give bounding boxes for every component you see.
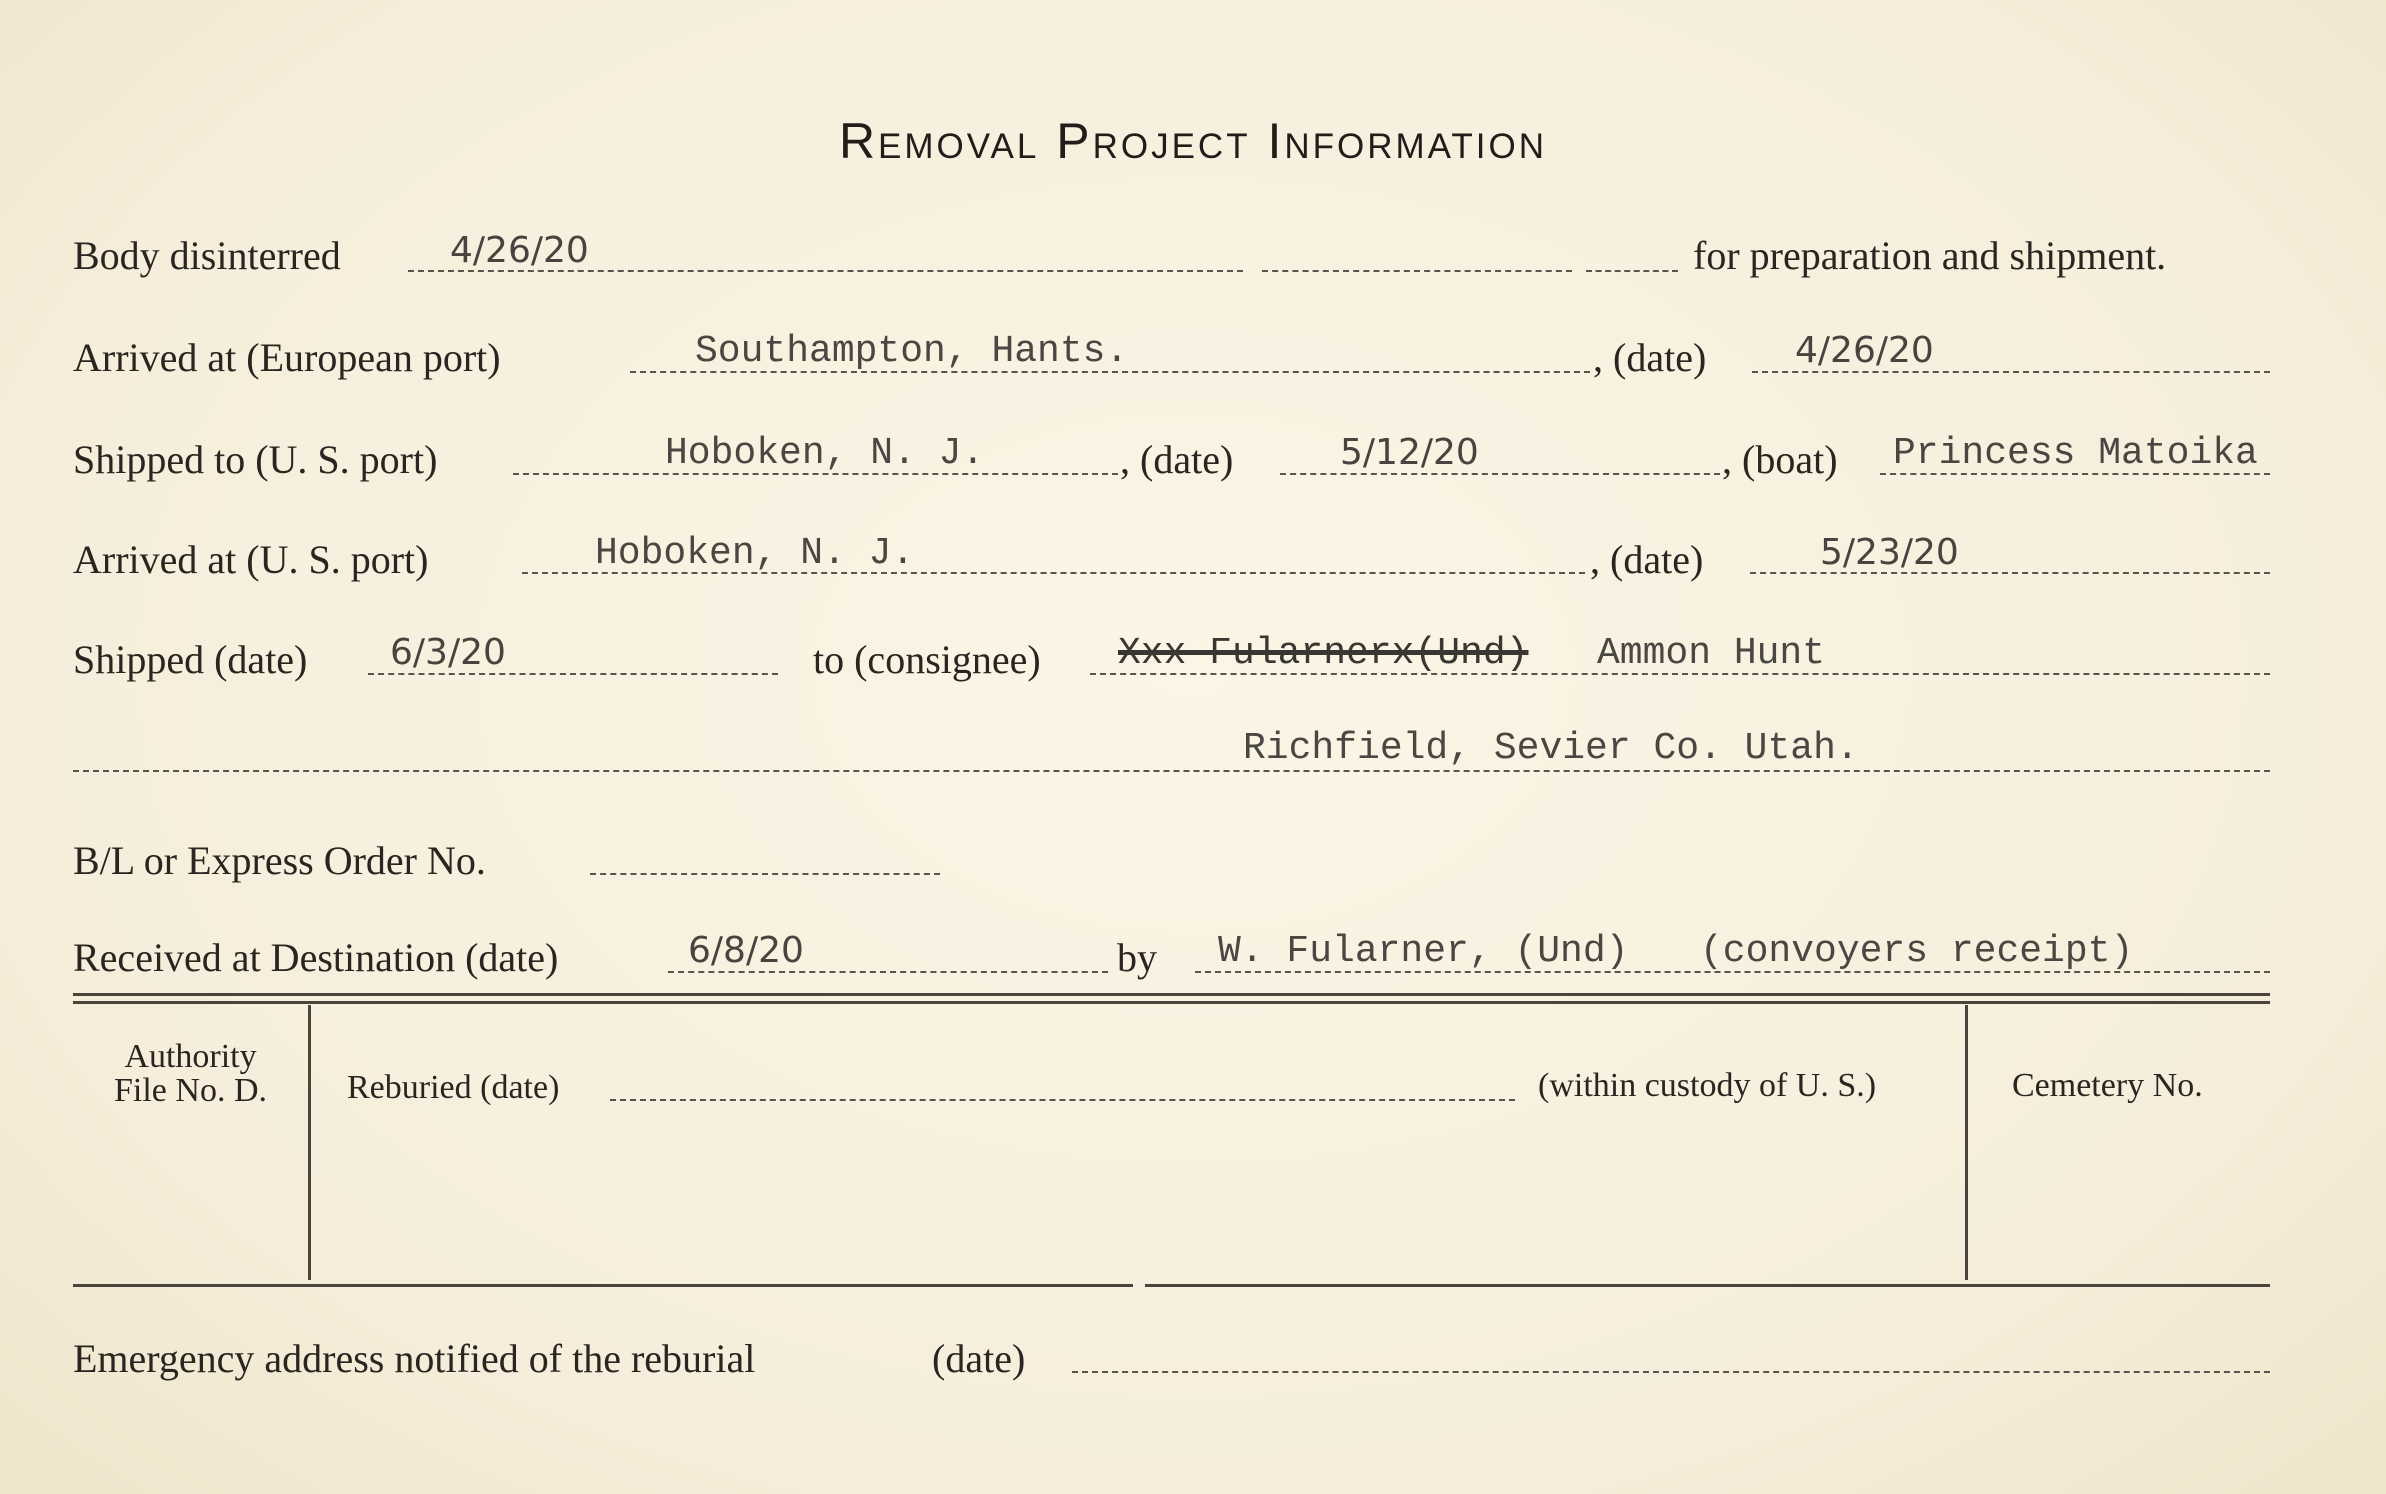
arrived-us-date-label: , (date)	[1590, 537, 1704, 582]
shipped-date-label: Shipped (date)	[73, 637, 308, 682]
shipped-us-boat-label: , (boat)	[1722, 437, 1838, 482]
shipped-us-port: Hoboken, N. J.	[665, 432, 985, 475]
shipped-us-boat: Princess Matoika	[1893, 432, 2258, 475]
table-top-rule	[73, 993, 2270, 996]
bl-label: B/L or Express Order No.	[73, 838, 486, 883]
received-note: (convoyers receipt)	[1700, 930, 2134, 973]
body-disinterred-line-3	[1586, 270, 1678, 272]
shipped-date: 6/3/20	[390, 632, 506, 673]
table-bottom-rule	[73, 1284, 1133, 1287]
received-date-line	[668, 971, 1108, 973]
arrived-european-date: 4/26/20	[1795, 330, 1934, 371]
table-top-rule-2	[73, 1001, 2270, 1004]
address-line	[73, 770, 2270, 772]
arrived-us-date: 5/23/20	[1820, 532, 1959, 573]
consignee-label: to (consignee)	[813, 637, 1041, 682]
authority-label: Authority	[124, 1038, 257, 1075]
file-no-label: File No. D.	[114, 1072, 267, 1109]
body-disinterred-line-2	[1262, 270, 1572, 272]
body-disinterred-value: 4/26/20	[450, 230, 589, 271]
arrived-us-label: Arrived at (U. S. port)	[73, 537, 429, 582]
consignee-name: Ammon Hunt	[1597, 632, 1826, 675]
shipped-us-date: 5/12/20	[1340, 432, 1479, 473]
arrived-european-date-label: , (date)	[1593, 335, 1707, 380]
shipped-us-date-line	[1280, 473, 1720, 475]
table-bottom-rule-2	[1145, 1284, 2270, 1287]
emergency-line	[1072, 1371, 2270, 1373]
received-date: 6/8/20	[688, 930, 804, 971]
reburied-label: Reburied (date)	[347, 1069, 560, 1106]
emergency-label: Emergency address notified of the reburial	[73, 1336, 756, 1381]
emergency-date-label: (date)	[932, 1336, 1026, 1381]
arrived-european-label: Arrived at (European port)	[73, 335, 501, 380]
consignee-struck: Xxx Fularnerx(Und)	[1118, 632, 1529, 675]
consignee-address: Richfield, Sevier Co. Utah.	[1243, 727, 1859, 770]
page-title: Removal Project Information	[838, 113, 1548, 169]
custody-label: (within custody of U. S.)	[1538, 1067, 1877, 1104]
body-disinterred-label: Body disinterred	[73, 233, 341, 278]
table-divider-left	[308, 1005, 311, 1280]
bl-line	[590, 873, 940, 875]
shipped-us-label: Shipped to (U. S. port)	[73, 437, 438, 482]
arrived-european-date-line	[1752, 371, 2270, 373]
arrived-us-port: Hoboken, N. J.	[595, 532, 915, 575]
cemetery-label: Cemetery No.	[2012, 1067, 2203, 1104]
shipped-date-line	[368, 673, 778, 675]
received-by: W. Fularner, (Und)	[1218, 930, 1629, 973]
arrived-european-port: Southampton, Hants.	[695, 330, 1129, 373]
received-label: Received at Destination (date)	[73, 935, 559, 980]
body-disinterred-suffix: for preparation and shipment.	[1693, 233, 2167, 278]
reburied-line	[610, 1099, 1515, 1101]
received-by-label: by	[1117, 935, 1157, 980]
table-divider-right	[1965, 1005, 1968, 1280]
shipped-us-date-label: , (date)	[1120, 437, 1234, 482]
